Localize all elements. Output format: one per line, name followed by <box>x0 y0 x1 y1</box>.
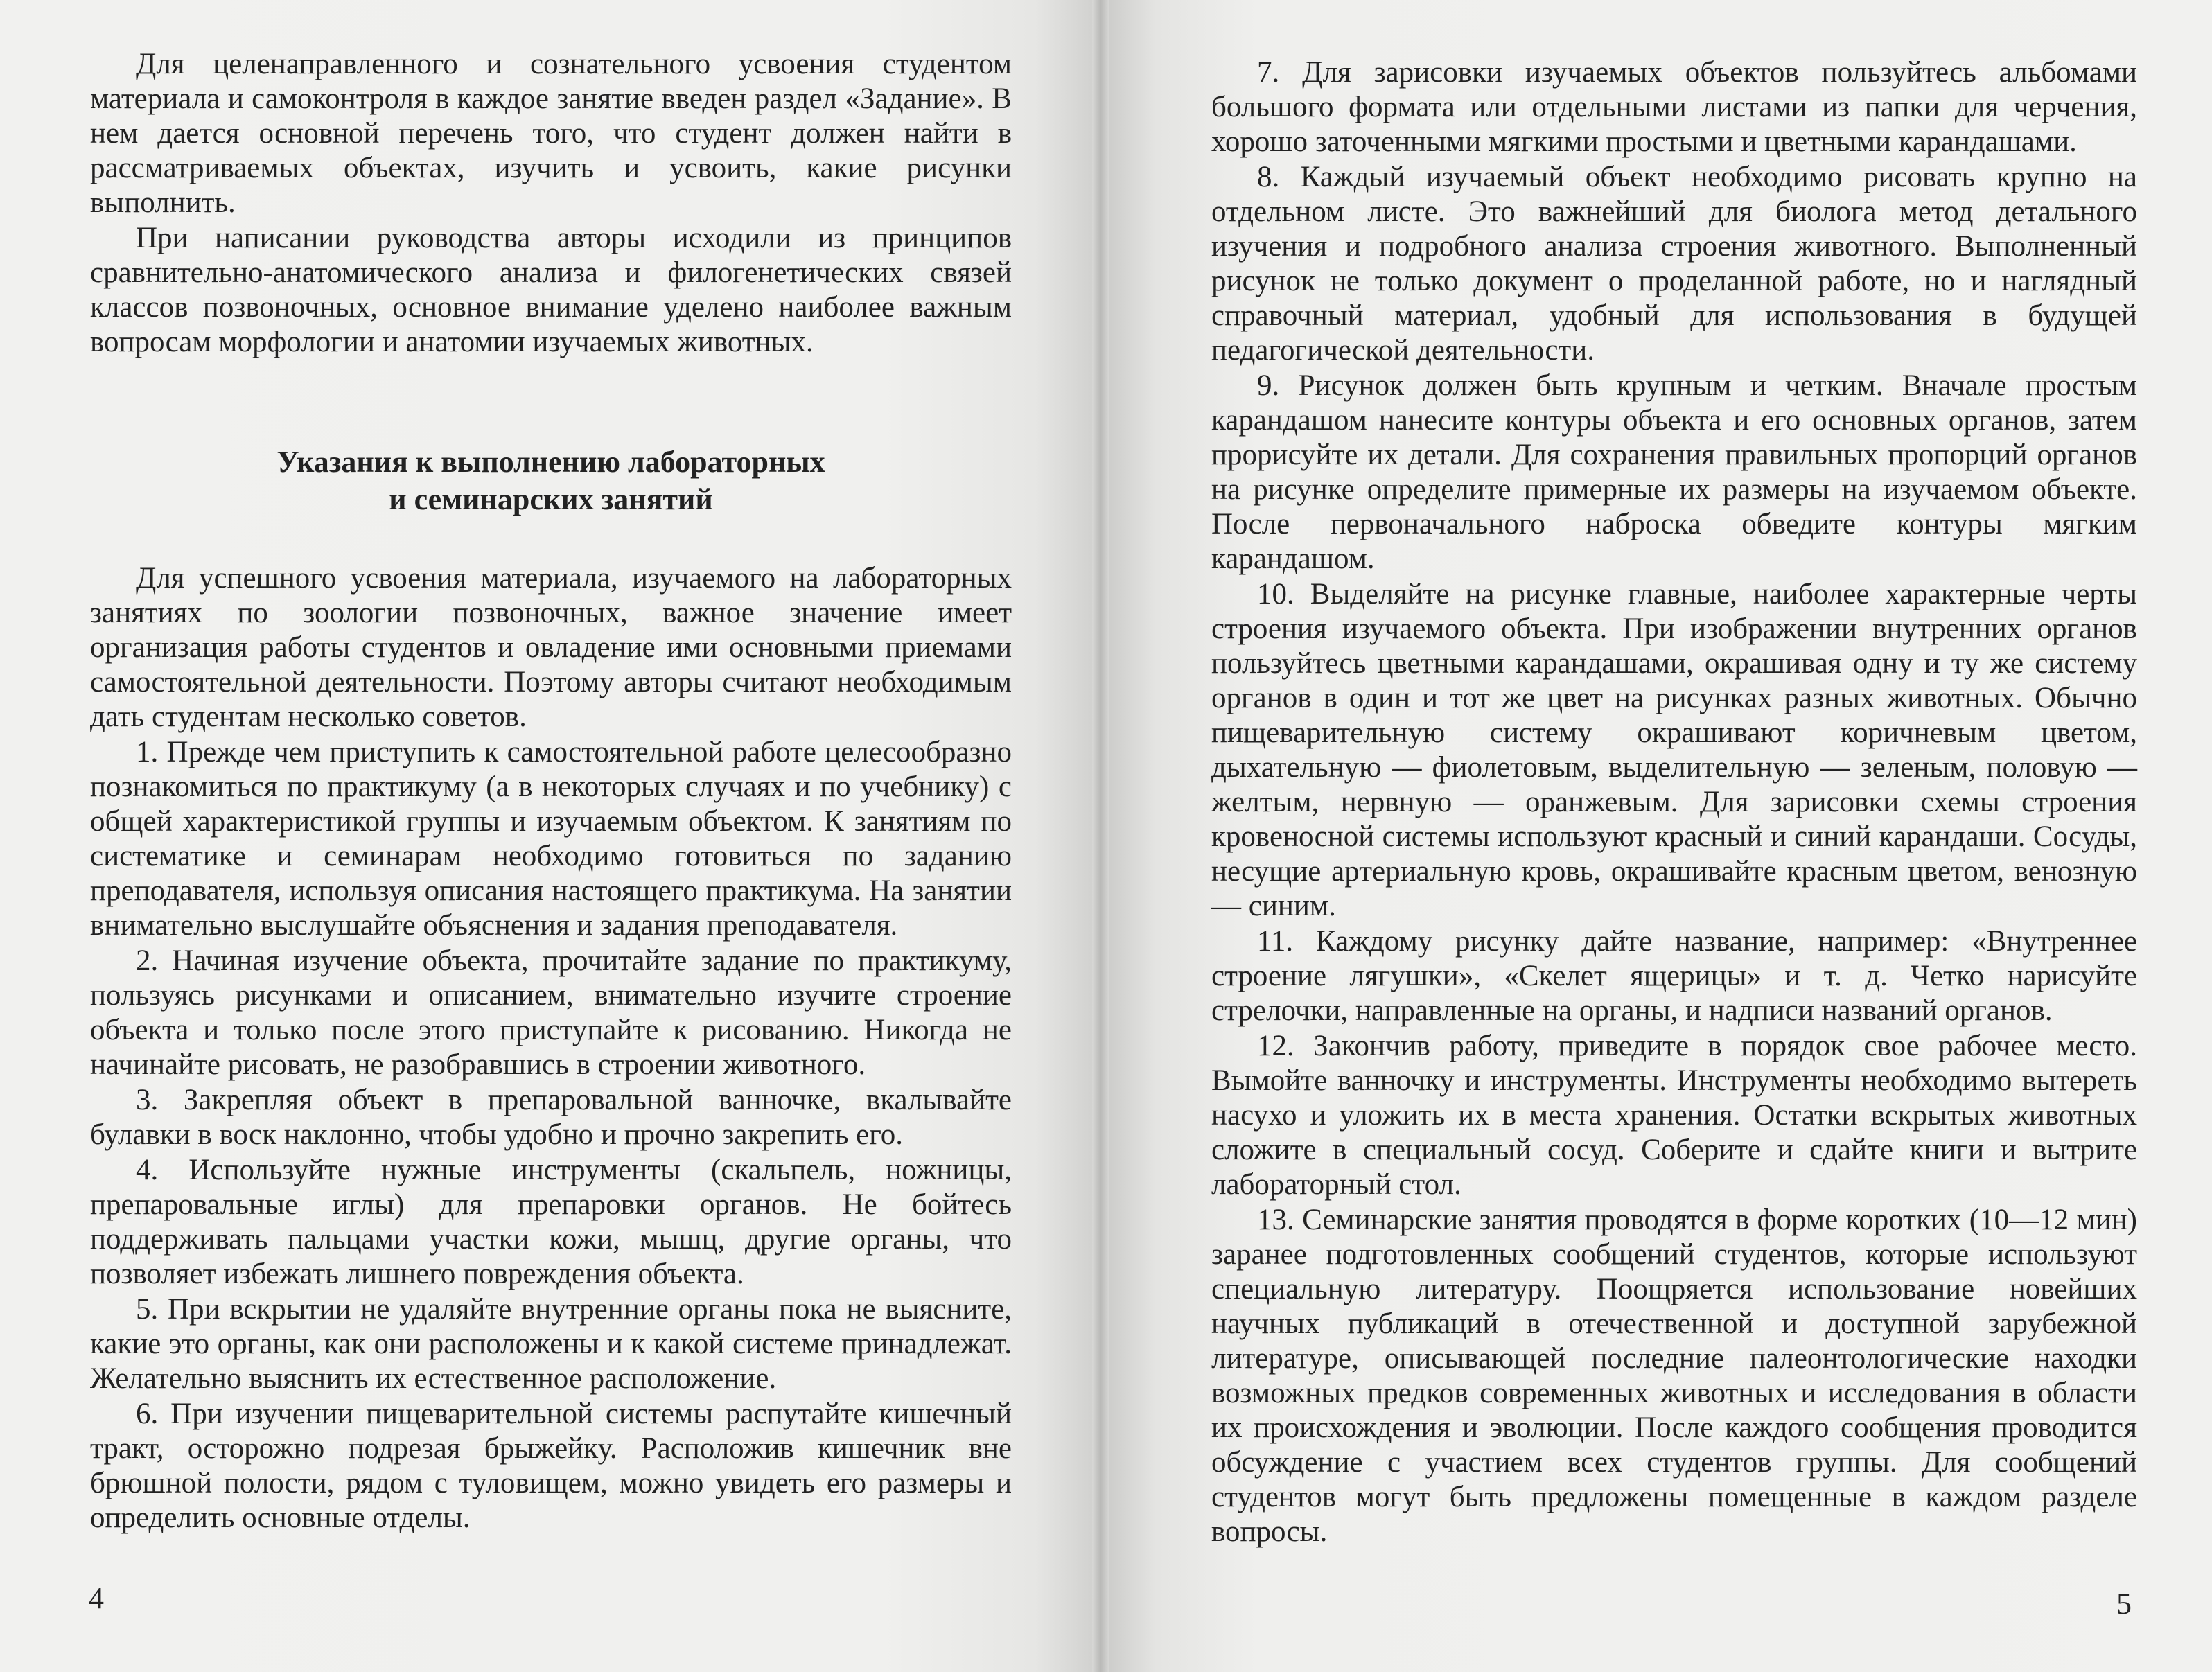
section-heading <box>90 443 1012 518</box>
body-paragraph: 13. Семинарские занятия проводятся в форме коротких (10—12 мин) заранее подготовленных сообщений студентов, которые используют специальную литературу. Поощряется использование новейших научных публикаций в отечественной и доступной зарубежной литературе, описывающей последние палеонтологические находки возможных предков современных животных и исследования в области их происхождения и эволюции. После каждого сообщения проводится обсуждение с участием всех студентов группы. Для сообщений студентов могут быть предложены помещенные в каждом разделе вопросы. <box>1211 1204 2137 1548</box>
book-gutter <box>1092 0 1109 1672</box>
section-heading-line: Указания к выполнению лабораторных <box>276 445 825 479</box>
section-heading-line: и семинарских занятий <box>389 482 713 516</box>
body-paragraph: 4. Используйте нужные инструменты (скальпель, ножницы, препаровальные иглы) для препаровки органов. Не бойтесь поддерживать пальцами участки кожи, мышц, другие органы, что позволяет избежать лишнего повреждения объекта. <box>90 1154 1012 1290</box>
page-number: 5 <box>2116 1587 2132 1621</box>
body-paragraph: 3. Закрепляя объект в препаровальной ванночке, вкалывайте булавки в воск наклонно, чтобы удобно и прочно закрепить его. <box>90 1084 1012 1151</box>
instructions-text-continued <box>1211 55 2137 1550</box>
body-paragraph: 10. Выделяйте на рисунке главные, наиболее характерные черты строения изучаемого объекта. При изображении внутренних органов пользуйтесь цветными карандашами, окрашивая одну и ту же систему органов в один и тот же цвет на рисунках разных животных. Обычно пищеварительную систему окрашивают коричневым цветом, дыхательную — фиолетовым, выделительную — зеленым, половую — желтым, нервную — оранжевым. Для зарисовки схемы строения кровеносной системы используют красный и синий карандаши. Сосуды, несущие артериальную кровь, окрашивайте красным цветом, венозную — синим. <box>1211 578 2137 922</box>
body-paragraph: 12. Закончив работу, приведите в порядок свое рабочее место. Вымойте ванночку и инструменты. Инструменты необходимо вытереть насухо и уложить их в места хранения. Остатки вскрытых животных сложите в специальный сосуд. Соберите и сдайте книги и вытрите лабораторный стол. <box>1211 1030 2137 1201</box>
body-paragraph: 8. Каждый изучаемый объект необходимо рисовать крупно на отдельном листе. Это важнейший для биолога метод детального изучения и подробного анализа строения животного. Выполненный рисунок не только документ о проделанной работе, но и наглядный справочный материал, удобный для использования в будущей педагогической деятельности. <box>1211 161 2137 367</box>
intro-text <box>90 47 1012 360</box>
body-paragraph: 6. При изучении пищеварительной системы распутайте кишечный тракт, осторожно подрезая брыжейку. Расположив кишечник вне брюшной полости, рядом с туловищем, можно увидеть его размеры и определить основные отделы. <box>90 1398 1012 1534</box>
body-paragraph: 7. Для зарисовки изучаемых объектов пользуйтесь альбомами большого формата или отдельными листами из папки для черчения, хорошо заточенными мягкими простыми и цветными карандашами. <box>1211 56 2137 158</box>
body-paragraph: 5. При вскрытии не удаляйте внутренние органы пока не выясните, какие это органы, как они расположены и к какой системе принадлежат. Желательно выяснить их естественное расположение. <box>90 1293 1012 1395</box>
left-page <box>0 0 1100 1672</box>
right-page <box>1100 0 2212 1672</box>
instructions-text <box>90 561 1012 1536</box>
body-paragraph: 9. Рисунок должен быть крупным и четким. Вначале простым карандашом нанесите контуры объекта и его основных органов, затем прорисуйте их детали. Для сохранения правильных пропорций органов на рисунке определите примерные их размеры на изучаемом объекте. После первоначального наброска обведите контуры мягким карандашом. <box>1211 369 2137 575</box>
intro-paragraph: При написании руководства авторы исходили из принципов сравнительно-анатомического анализа и филогенетических связей классов позвоночных, основное внимание уделено наиболее важным вопросам морфологии и анатомии изучаемых животных. <box>90 222 1012 358</box>
page-number: 4 <box>89 1581 104 1615</box>
body-paragraph: 11. Каждому рисунку дайте название, например: «Внутреннее строение лягушки», «Скелет ящерицы» и т. д. Четко нарисуйте стрелочки, направленные на органы, и надписи названий органов. <box>1211 925 2137 1027</box>
body-paragraph: Для успешного усвоения материала, изучаемого на лабораторных занятиях по зоологии позвоночных, важное значение имеет организация работы студентов и овладение ими основными приемами самостоятельной деятельности. Поэтому авторы считают необходимым дать студентам несколько советов. <box>90 562 1012 733</box>
intro-paragraph: Для целенаправленного и сознательного усвоения студентом материала и самоконтроля в каждое занятие введен раздел «Задание». В нем дается основной перечень того, что студент должен найти в рассматриваемых объектах, изучить и усвоить, какие рисунки выполнить. <box>90 48 1012 219</box>
body-paragraph: 2. Начиная изучение объекта, прочитайте задание по практикуму, пользуясь рисунками и описанием, внимательно изучите строение объекта и только после этого приступайте к рисованию. Никогда не начинайте рисовать, не разобравшись в строении животного. <box>90 944 1012 1081</box>
body-paragraph: 1. Прежде чем приступить к самостоятельной работе целесообразно познакомиться по практикуму (а в некоторых случаях и по учебнику) с общей характеристикой группы и изучаемым объектом. К занятиям по систематике и семинарам необходимо готовиться по заданию преподавателя, используя описания настоящего практикума. На занятии внимательно выслушайте объяснения и задания преподавателя. <box>90 736 1012 942</box>
